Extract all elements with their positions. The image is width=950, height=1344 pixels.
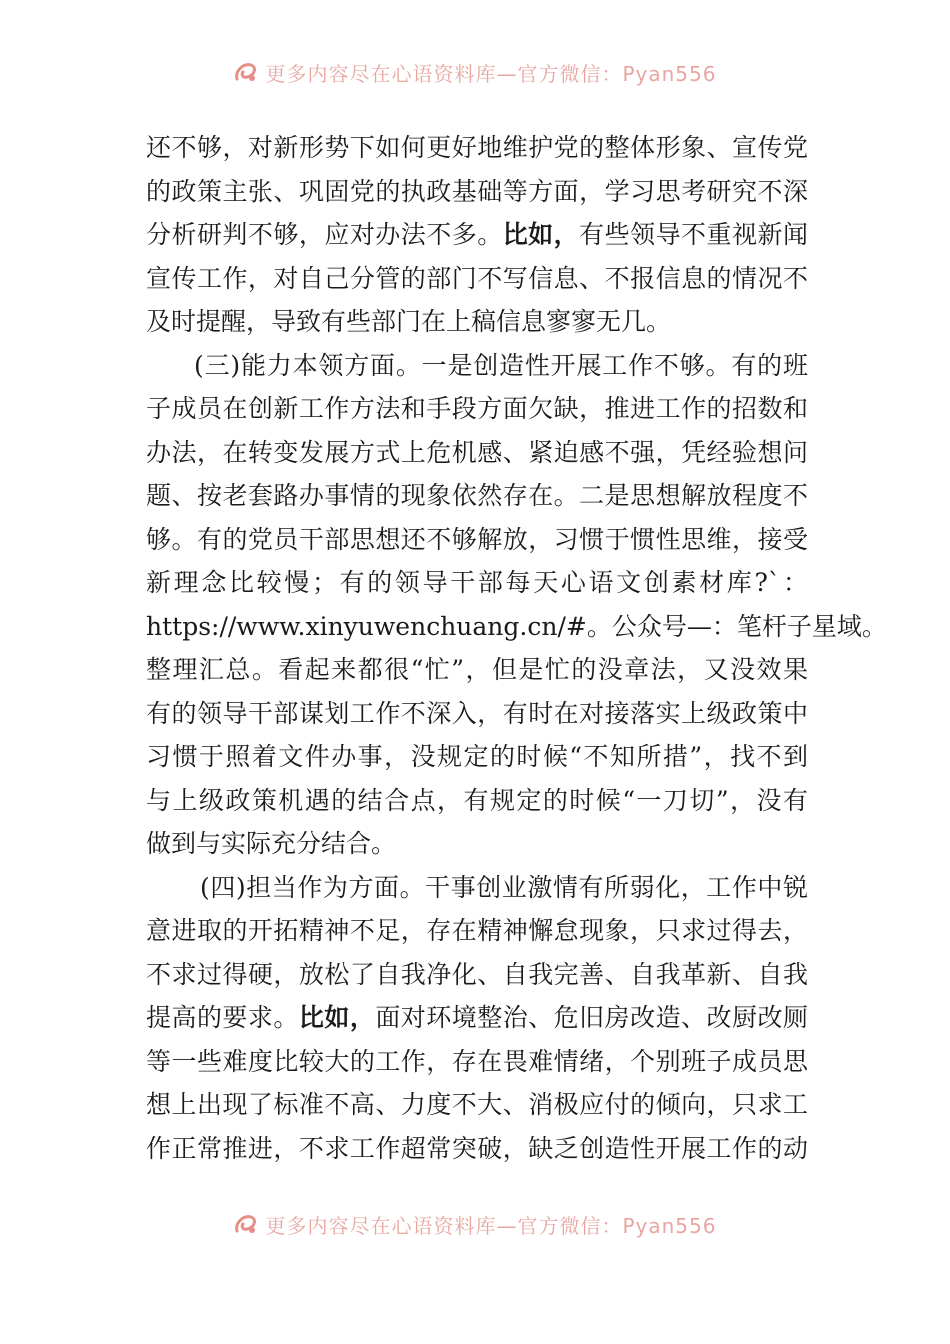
text-line: 办法，在转变发展方式上危机感、紧迫感不强，凭经验想问 (146, 437, 808, 467)
text-line (146, 213, 808, 257)
text-line: 的政策主张、巩固党的执政基础等方面，学习思考研究不深 (146, 176, 808, 206)
text-line: https://www.xinyuwenchuang.cn/#。公众号—：笔杆子星域。 (146, 611, 887, 641)
text-line: 子成员在创新工作方法和手段方面欠缺，推进工作的招数和 (146, 394, 808, 423)
text-segment: 分析研判不够，应对办法不多。 (146, 220, 503, 249)
bold-emphasis: 比如， (298, 1003, 376, 1032)
text-line: 宣传工作，对自己分管的部门不写信息、不报信息的情况不 (146, 263, 808, 293)
text-line: 及时提醒，导致有些部门在上稿信息寥寥无几。 (146, 307, 672, 336)
text-line: 新理念比较慢；有的领导干部每天心语文创素材库?`： (146, 568, 808, 597)
text-line: 与上级政策机遇的结合点，有规定的时候“一刀切”，没有 (146, 785, 808, 815)
text-line: 想上出现了标准不高、力度不大、消极应付的倾向，只求工 (146, 1090, 808, 1119)
text-line: 习惯于照着文件办事，没规定的时候“不知所措”，找不到 (146, 742, 808, 771)
watermark-text: 更多内容尽在心语资料库—官方微信：Pyan556 (265, 61, 717, 86)
watermark-header (0, 52, 950, 92)
watermark-footer (0, 1204, 950, 1244)
text-line: 还不够，对新形势下如何更好地维护党的整体形象、宣传党 (146, 133, 808, 162)
text-line: 作正常推进，不求工作超常突破，缺乏创造性开展工作的动 (146, 1133, 808, 1163)
text-segment: 有些领导不重视新闻 (579, 220, 808, 249)
text-line: 不求过得硬，放松了自我净化、自我完善、自我革新、自我 (146, 959, 808, 989)
text-line: 整理汇总。看起来都很“忙”，但是忙的没章法，又没效果 (146, 655, 808, 684)
text-segment: 面对环境整治、危旧房改造、改厨改厕 (375, 1003, 808, 1032)
text-line: 等一些难度比较大的工作，存在畏难情绪，个别班子成员思 (146, 1046, 808, 1076)
text-line: 有的领导干部谋划工作不深入，有时在对接落实上级政策中 (146, 698, 808, 728)
section-heading-line: (四)担当作为方面。干事创业激情有所弱化，工作中锐 (200, 872, 808, 902)
logo-icon (233, 59, 259, 85)
text-line: 意进取的开拓精神不足，存在精神懈怠现象，只求过得去， (146, 916, 808, 945)
text-line: 做到与实际充分结合。 (146, 829, 397, 858)
section-heading-line: (三)能力本领方面。一是创造性开展工作不够。有的班 (194, 350, 808, 380)
text-segment: 提高的要求。 (146, 1003, 299, 1032)
text-line: 题、按老套路办事情的现象依然存在。二是思想解放程度不 (146, 481, 808, 510)
text-line (146, 996, 808, 1040)
document-body (146, 126, 887, 1170)
logo-icon (233, 1211, 259, 1237)
bold-emphasis: 比如， (502, 220, 580, 249)
watermark-text: 更多内容尽在心语资料库—官方微信：Pyan556 (265, 1213, 717, 1238)
text-line: 够。有的党员干部思想还不够解放，习惯于惯性思维，接受 (146, 524, 808, 554)
